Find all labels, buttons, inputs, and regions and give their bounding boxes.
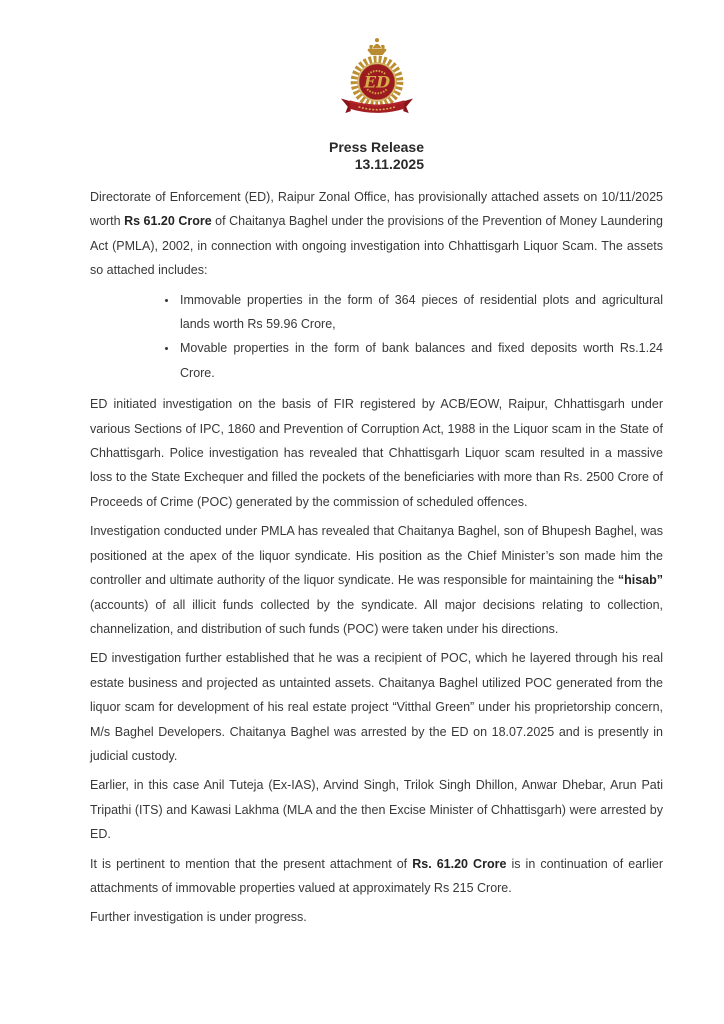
document-body [90, 185, 663, 930]
document-header [90, 36, 663, 174]
list-item-immovable: • Immovable properties in the form of 364 pieces of residential plots and agricultural lands worth Rs 59.96 Crore, [178, 288, 663, 337]
paragraph-poc-layering: ED investigation further established that he was a recipient of POC, which he layered through his real estate business and projected as untainted assets. Chaitanya Baghel utilized POC generated from the liquor scam for development of his real estate project “Vitthal Green” under his proprietorship concern, M/s Baghel Developers. Chaitanya Baghel was arrested by the ED on 18.07.2025 and is presently in judicial custody. [90, 651, 663, 763]
paragraph-intro: Directorate of Enforcement (ED), Raipur Zonal Office, has provisionally attached assets on 10/11/2025 worth Rs 61.20 Crore of Chaitanya Baghel under the provisions of the Prevention of Money Laundering Act (PMLA), 2002, in connection with ongoing investigation into Chhattisgarh Liquor Scam. The assets so attached includes: [90, 190, 663, 278]
press-release-title: Press Release [329, 139, 424, 155]
ed-emblem-icon [338, 36, 416, 120]
paragraph-continuation: It is pertinent to mention that the present attachment of Rs. 61.20 Crore is in continuation of earlier attachments of immovable properties valued at approximately Rs 215 Crore. [90, 856, 663, 895]
svg-text:ED: ED [363, 72, 390, 92]
document-content [90, 36, 663, 935]
paragraph-syndicate: Investigation conducted under PMLA has revealed that Chaitanya Baghel, son of Bhupesh Baghel, was positioned at the apex of the liquor syndicate. His position as the Chief Minister’s son made him the controller and ultimate authority of the liquor syndicate. He was responsible for maintaining the “hisab” (accounts) of all illicit funds collected by the syndicate. All major decisions relating to collection, channelization, and distribution of such funds (POC) were taken under his directions. [90, 524, 663, 636]
attached-assets-list [90, 288, 663, 386]
title-block [329, 139, 424, 173]
paragraph-fir: ED initiated investigation on the basis of FIR registered by ACB/EOW, Raipur, Chhattisgarh under various Sections of IPC, 1860 and Prevention of Corruption Act, 1988 in the Liquor scam in the State of Chhattisgarh. Police investigation has revealed that Chhattisgarh Liquor scam resulted in a massive loss to the State Exchequer and filled the pockets of the beneficiaries with more than Rs. 2500 Crore of Proceeds of Crime (POC) generated by the commission of scheduled offences. [90, 397, 663, 509]
list-item-movable: • Movable properties in the form of bank balances and fixed deposits worth Rs.1.24 Crore. [178, 336, 663, 385]
paragraph-further-investigation: Further investigation is under progress. [90, 910, 307, 925]
ashoka-capital-icon [367, 38, 386, 55]
ribbon-banner-icon [340, 98, 412, 113]
hisab-term: “hisab” [617, 573, 663, 588]
attached-amount: Rs 61.20 Crore [124, 214, 212, 229]
continuation-amount: Rs. 61.20 Crore [412, 856, 507, 871]
press-release-date: 13.11.2025 [354, 156, 424, 172]
paragraph-earlier-arrests: Earlier, in this case Anil Tuteja (Ex-IAS), Arvind Singh, Trilok Singh Dhillon, Anwar Dhebar, Arun Pati Tripathi (ITS) and Kawasi Lakhma (MLA and the then Excise Minister of Chhattisgarh) were arrested by ED. [90, 778, 663, 842]
